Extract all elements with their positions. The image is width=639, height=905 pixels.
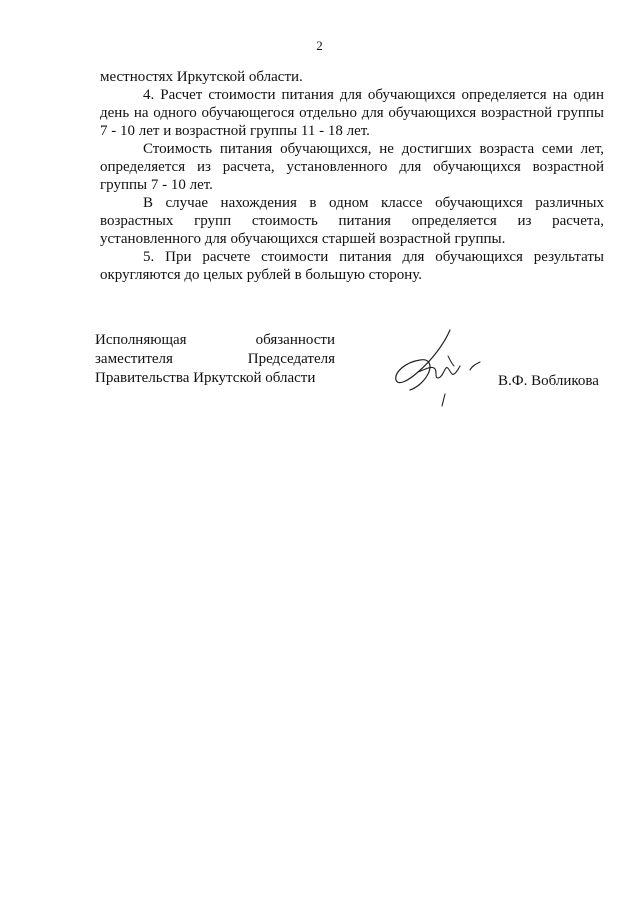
handwritten-signature — [388, 326, 488, 416]
signer-name: В.Ф. Вобликова — [498, 373, 599, 389]
signatory-title-word: Председателя — [247, 351, 335, 367]
paragraph-item-4: 4. Расчет стоимости питания для обучающихся определяется на один день на одного обучающегося отдельно для обучающихся возрастной группы 7 - 10 лет и возрастной группы 11 - 18 лет. — [100, 87, 604, 139]
signatory-title-line-1 — [95, 331, 335, 350]
signatory-title-word: Исполняющая — [95, 332, 187, 348]
paragraph-under-seven: Стоимость питания обучающихся, не достигших возраста семи лет, определяется из расчета, установленного для обучающихся возрастной группы 7 - 10 лет. — [100, 141, 604, 193]
document-body — [100, 68, 604, 284]
page-number: 2 — [316, 38, 323, 53]
paragraph-item-5: 5. При расчете стоимости питания для обучающихся результаты округляются до целых рублей в большую сторону. — [100, 249, 604, 283]
paragraph-mixed-class: В случае нахождения в одном классе обучающихся различных возрастных групп стоимость питания определяется из расчета, установленного для обучающихся старшей возрастной группы. — [100, 195, 604, 247]
signatory-title-word: заместителя — [95, 351, 173, 367]
signatory-title-line-3: Правительства Иркутской области — [95, 370, 316, 386]
signatory-title — [95, 331, 335, 388]
signatory-title-line-2 — [95, 350, 335, 369]
signatory-title-word: обязанности — [255, 332, 335, 348]
paragraph-continuation: местностях Иркутской области. — [100, 69, 303, 85]
